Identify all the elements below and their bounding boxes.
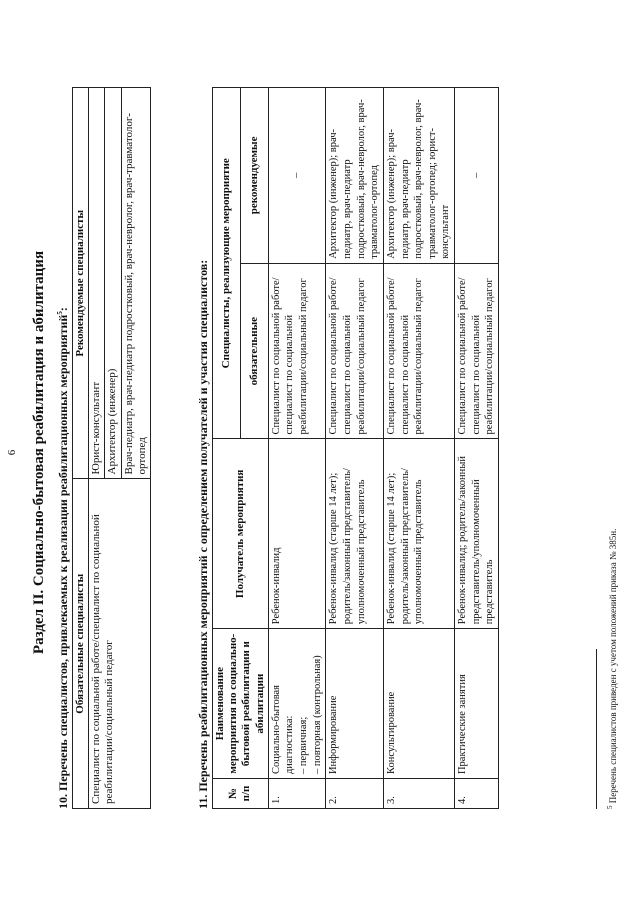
header-measure-name: Наименование мероприятия по социально-бытовой реабилитации и абилитации <box>213 629 269 779</box>
recommended-specialists: – <box>268 88 326 264</box>
recipient: Ребенок-инвалид (старше 14 лет); родитель/законный представитель/уполномоченный представитель <box>326 439 384 629</box>
table10-title <box>56 307 70 809</box>
header-number: № п/п <box>213 779 269 809</box>
mandatory-specialists: Специалист по социальной работе/специалист по социальной реабилитации/социальный педагог <box>383 263 454 439</box>
header-recipient: Получатель мероприятия <box>213 439 269 629</box>
mandatory-specialists: Специалист по социальной работе/специалист по социальной реабилитации/социальный педагог <box>268 263 326 439</box>
recommended-specialist-2: Архитектор (инженер) <box>105 88 121 479</box>
row-number: 2. <box>326 779 384 809</box>
header-mandatory-specialists: Обязательные специалисты <box>73 479 89 809</box>
table-row <box>455 88 499 809</box>
footnote <box>606 529 619 809</box>
measure-name: Консультирование <box>383 629 454 779</box>
measures-table <box>212 87 499 809</box>
recommended-specialists: Архитектор (инженер); врач-педиатр, врач-педиатр подростковый, врач-невролог, врач-травматолог-ортопед; юрист-консультант <box>383 88 454 264</box>
row-number: 4. <box>455 779 499 809</box>
table-row <box>383 88 454 809</box>
table10-title-end: : <box>56 307 70 312</box>
recommended-specialists: Архитектор (инженер); врач-педиатр, врач-педиатр подростковый, врач-невролог, врач-травматолог-ортопед <box>326 88 384 264</box>
header-recommended: рекомендуемые <box>240 88 268 264</box>
measure-name-text: Социально-бытовая диагностика: <box>270 684 296 775</box>
recommended-specialists: – <box>455 88 499 264</box>
footnote-divider <box>596 649 597 809</box>
table10-title-text: 10. Перечень специалистов, привлекаемых к реализации реабилитационных мероприятий <box>56 314 70 809</box>
header-mandatory: обязательные <box>240 263 268 439</box>
table-row <box>326 88 384 809</box>
mandatory-specialists: Специалист по социальной работе/специалист по социальной реабилитации/социальный педагог <box>455 263 499 439</box>
measure-name: Информирование <box>326 629 384 779</box>
table11-title: 11. Перечень реабилитационных мероприятий с определением получателей и участия специалистов: <box>196 259 210 809</box>
page-number: 6 <box>6 449 18 456</box>
table-row <box>268 88 326 809</box>
measure-subitem: – повторная (контрольная) <box>311 655 323 775</box>
footnote-reference: 5 <box>56 311 64 315</box>
mandatory-specialists-cell: Специалист по социальной работе/специалист по социальной реабилитации/социальный педагог <box>89 479 151 809</box>
row-number: 3. <box>383 779 454 809</box>
recipient: Ребенок-инвалид (старше 14 лет); родитель/законный представитель/уполномоченный представитель <box>383 439 454 629</box>
footnote-text: Перечень специалистов приведен с учетом положений приказа № 385н. <box>608 528 618 804</box>
section-title: Раздел II. Социально-бытовая реабилитация и абилитация <box>31 250 47 655</box>
header-specialists: Специалисты, реализующие мероприятие <box>213 88 241 440</box>
recommended-specialist-1: Юрист-консультант <box>89 88 105 479</box>
recipient: Ребенок-инвалид <box>268 439 326 629</box>
recipient: Ребенок-инвалид; родитель/законный представитель/уполномоченный представитель <box>455 439 499 629</box>
measure-sublist <box>297 633 324 774</box>
row-number: 1. <box>268 779 326 809</box>
measure-subitem: – первичная; <box>298 716 310 775</box>
recommended-specialist-3: Врач-педиатр, врач-педиатр подростковый, врач-невролог, врач-травматолог-ортопед <box>121 88 150 479</box>
measure-name: Практические занятия <box>455 629 499 779</box>
measure-name <box>268 629 326 779</box>
mandatory-specialists: Специалист по социальной работе/специалист по социальной реабилитации/социальный педагог <box>326 263 384 439</box>
specialists-table <box>72 87 151 809</box>
footnote-mark: 5 <box>606 805 614 809</box>
header-recommended-specialists: Рекомендуемые специалисты <box>73 88 89 479</box>
